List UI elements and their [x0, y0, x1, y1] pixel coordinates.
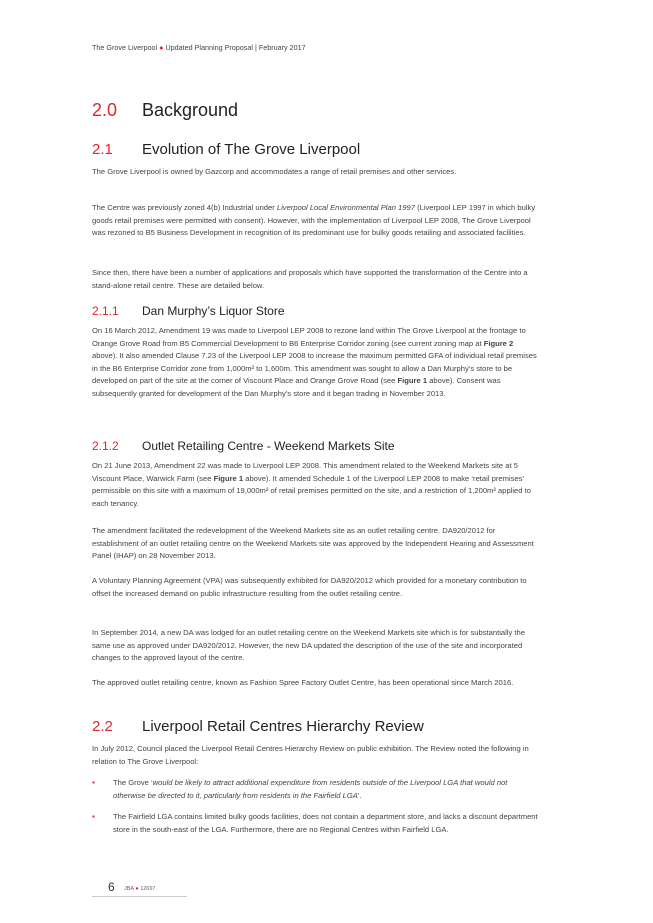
bullet-text-part: ’. — [357, 790, 362, 800]
footer-org: JBA — [124, 886, 134, 892]
heading-number: 2.2 — [92, 718, 113, 735]
bullet-marker: ▪ — [92, 778, 95, 787]
figure-reference: Figure 1 — [397, 376, 428, 385]
heading-dan-murphys — [92, 304, 285, 318]
paragraph: Since then, there have been a number of applications and proposals which have supported the transformation of the Centre into a stand-alone retail centre. These are detailed below. — [92, 268, 528, 290]
heading-title: Liverpool Retail Centres Hierarchy Review — [142, 718, 424, 735]
paragraph: A Voluntary Planning Agreement (VPA) was subsequently exhibited for DA920/2012 which provided for a monetary contribution to offset the increased demand on public infrastructure resulting from the outlet retailing centre. — [92, 576, 527, 598]
heading-evolution — [92, 141, 360, 158]
footer-ref-number: 12697 — [140, 886, 156, 892]
header-project: The Grove Liverpool — [92, 43, 158, 52]
heading-number: 2.1.1 — [92, 304, 119, 318]
heading-title: Background — [142, 100, 239, 120]
paragraph-text: On 21 June 2013, Amendment 22 was made to Liverpool LEP 2008. This amendment related to the Weekend Markets site at 5 Viscount Place, Warwick Farm (see — [92, 461, 518, 483]
paragraph-text: (Liverpool LEP 1997 in which bulky goods retail premises were permitted with consent). However, with the implementation of Liverpool LEP 2008, The Grove Liverpool was rezoned to B5 Business Development in recognition of its predominant use for bulky goods retailing and associated facilities. — [92, 203, 536, 237]
paragraph-text: The Centre was previously zoned 4(b) Industrial under — [92, 203, 275, 212]
heading-title: Evolution of The Grove Liverpool — [142, 141, 361, 158]
bullet-item — [92, 811, 540, 836]
running-header — [92, 43, 306, 52]
bullet-text: The Fairfield LGA contains limited bulky goods facilities, does not contain a department store, and lacks a discount department store in the south-east of the LGA. Furthermore, there are no Regional Centres within Fairfield LGA. — [113, 812, 538, 834]
heading-number: 2.1 — [92, 141, 113, 158]
heading-number: 2.1.2 — [92, 439, 119, 453]
footer-reference — [124, 886, 155, 892]
heading-number: 2.0 — [92, 100, 118, 120]
bullet-item — [92, 777, 540, 802]
heading-title: Dan Murphy’s Liquor Store — [142, 304, 285, 318]
header-separator-dot: ● — [159, 43, 164, 52]
paragraph: The amendment facilitated the redevelopment of the Weekend Markets site as an outlet retailing centre. DA920/2012 for establishment of an outlet retailing centre on the Weekend Markets site was approved by the Independent Hearing and Assessment Panel (IHAP) on 28 November 2013. — [92, 526, 534, 560]
heading-outlet-retailing — [92, 439, 395, 453]
paragraph: In September 2014, a new DA was lodged for an outlet retailing centre on the Weekend Markets site which is for substantially the same use as approved under DA920/2012. However, the new DA updated the description of the use of the site and incorporated changes to the approved layout of the centre. — [92, 628, 525, 662]
page-number: 6 — [108, 880, 115, 894]
footer-rule — [92, 896, 187, 897]
paragraph: The Grove Liverpool is owned by Gazcorp and accommodates a range of retail premises and other services. — [92, 167, 457, 176]
paragraph-text: On 16 March 2012, Amendment 19 was made to Liverpool LEP 2008 to rezone land within The Grove Liverpool at the frontage to Orange Grove Road from B5 Commercial Development to B6 Enterprise Corridor zoning (see current zoning map at — [92, 326, 526, 348]
figure-reference: Figure 2 — [483, 338, 514, 348]
figure-reference: Figure 1 — [213, 473, 244, 483]
bullet-text — [113, 777, 540, 802]
paragraph-text: above). Consent was subsequently granted for development of the Dan Murphy’s store and it began trading in November 2013. — [92, 376, 501, 398]
lep-1997-title: Liverpool Local Environmental Plan 1997 — [276, 203, 415, 212]
paragraph-text: above). It also amended Clause 7.23 of the Liverpool LEP 2008 to increase the maximum permitted GFA of individual retail premises in the B6 Enterprise Corridor zone from 1,000m² to 1,600m. This amendment was sought to allow a Dan Murphy’s store to be developed on part of the site at the corner of Viscount Place and Orange Grove Road (see — [92, 351, 537, 385]
paragraph: In July 2012, Council placed the Liverpool Retail Centres Hierarchy Review on public exhibition. The Review noted the following in relation to The Grove Liverpool: — [92, 744, 529, 766]
paragraph-text: above). It amended Schedule 1 of the Liverpool LEP 2008 to make ‘retail premises’ permissible on this site with a maximum of 19,000m² of retail premises permitted on the site, and a restriction of 1,200m² applied to each tenancy. — [92, 473, 531, 508]
bullet-text-part: The Grove ‘ — [113, 778, 153, 787]
paragraph — [92, 460, 540, 510]
heading-retail-hierarchy — [92, 718, 424, 735]
paragraph: The approved outlet retailing centre, known as Fashion Spree Factory Outlet Centre, has been operational since March 2016. — [92, 678, 514, 687]
heading-background — [92, 100, 238, 121]
header-date: February 2017 — [258, 43, 306, 52]
paragraph — [92, 325, 540, 400]
header-doc-title: Updated Planning Proposal — [165, 43, 253, 52]
paragraph — [92, 202, 540, 240]
footer-separator-dot: ● — [135, 886, 139, 892]
header-divider: | — [254, 43, 257, 52]
quoted-text: would be likely to attract additional expenditure from residents outside of the Liverpool LGA that would not otherwise be directed to it, particularly from residents in the Fairfield LGA — [113, 778, 508, 800]
bullet-marker: ▪ — [92, 812, 95, 821]
heading-title: Outlet Retailing Centre - Weekend Markets Site — [142, 439, 395, 453]
